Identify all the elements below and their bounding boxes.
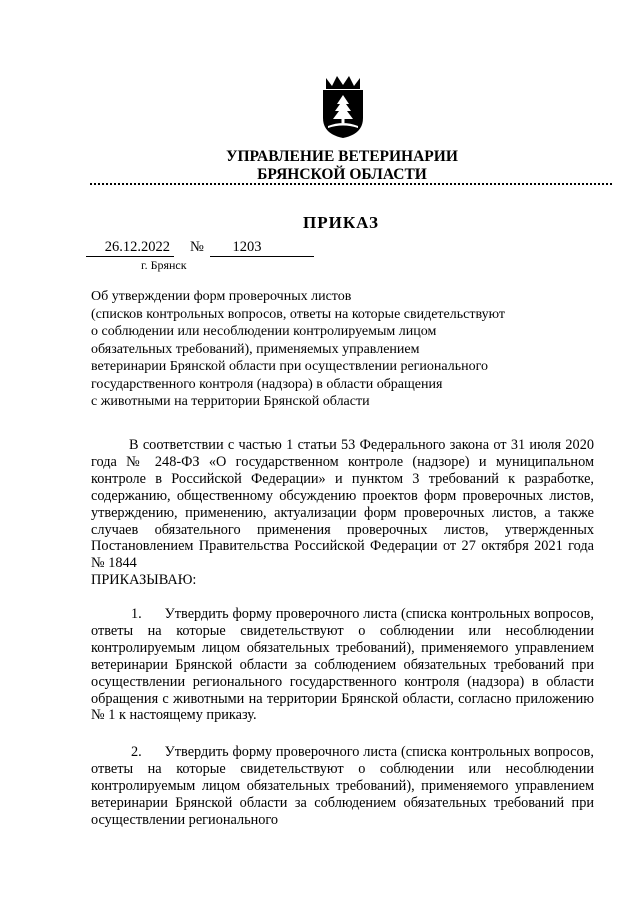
document-date: 26.12.2022 (86, 239, 174, 257)
order-word: ПРИКАЗЫВАЮ: (91, 572, 197, 588)
order-item-2: 2. Утвердить форму проверочного листа (списка контрольных вопросов, ответы на которые свидетельствуют о соблюдении или несоблюдении контролируемым лицом обязательных требований), применяемого управлением ветеринарии Брянской области за соблюдением обязательных требований при осуществлении регионального (91, 744, 594, 828)
org-name-line-1: УПРАВЛЕНИЕ ВЕТЕРИНАРИИ (226, 148, 458, 165)
bryansk-coat-of-arms-icon (318, 74, 368, 140)
document-number: 1203 (210, 239, 314, 257)
preamble-paragraph: В соответствии с частью 1 статьи 53 Федерального закона от 31 июля 2020 года № 248-ФЗ «О государственном контроле (надзоре) и муниципальном контроле в Российской Федерации» и пунктом 3 требований к разработке, содержанию, общественному обсуждению проектов форм проверочных листов, утверждению, применению, актуализации форм проверочных листов, а также случаев обязательного применения проверочных листов, утвержденных Постановлением Правительства Российской Федерации от 27 октября 2021 года № 1844 (91, 437, 594, 572)
subject-line: о соблюдении или несоблюдении контролируемым лицом (91, 324, 437, 339)
number-sign: № (190, 239, 204, 255)
subject-line: Об утверждении форм проверочных листов (91, 289, 352, 304)
order-item-1: 1. Утвердить форму проверочного листа (списка контрольных вопросов, ответы на которые свидетельствуют о соблюдении или несоблюдении контролируемым лицом обязательных требований), применяемого управлением ветеринарии Брянской области за соблюдением обязательных требований при осуществлении регионального государственного контроля (надзора) в области обращения с животными на территории Брянской области, согласно приложению № 1 к настоящему приказу. (91, 606, 594, 724)
org-name-line-2: БРЯНСКОЙ ОБЛАСТИ (257, 166, 427, 183)
document-city: г. Брянск (141, 258, 187, 272)
subject-line: государственного контроля (надзора) в области обращения (91, 376, 443, 392)
document-subject (91, 288, 551, 411)
document-title: ПРИКАЗ (303, 213, 379, 232)
subject-line: с животными на территории Брянской области (91, 394, 370, 409)
subject-line: (списков контрольных вопросов, ответы на которые свидетельствуют (91, 306, 505, 322)
subject-line: обязательных требований), применяемых управлением (91, 341, 420, 357)
header-divider (90, 183, 612, 185)
subject-line: ветеринарии Брянской области при осуществлении регионального (91, 359, 488, 374)
